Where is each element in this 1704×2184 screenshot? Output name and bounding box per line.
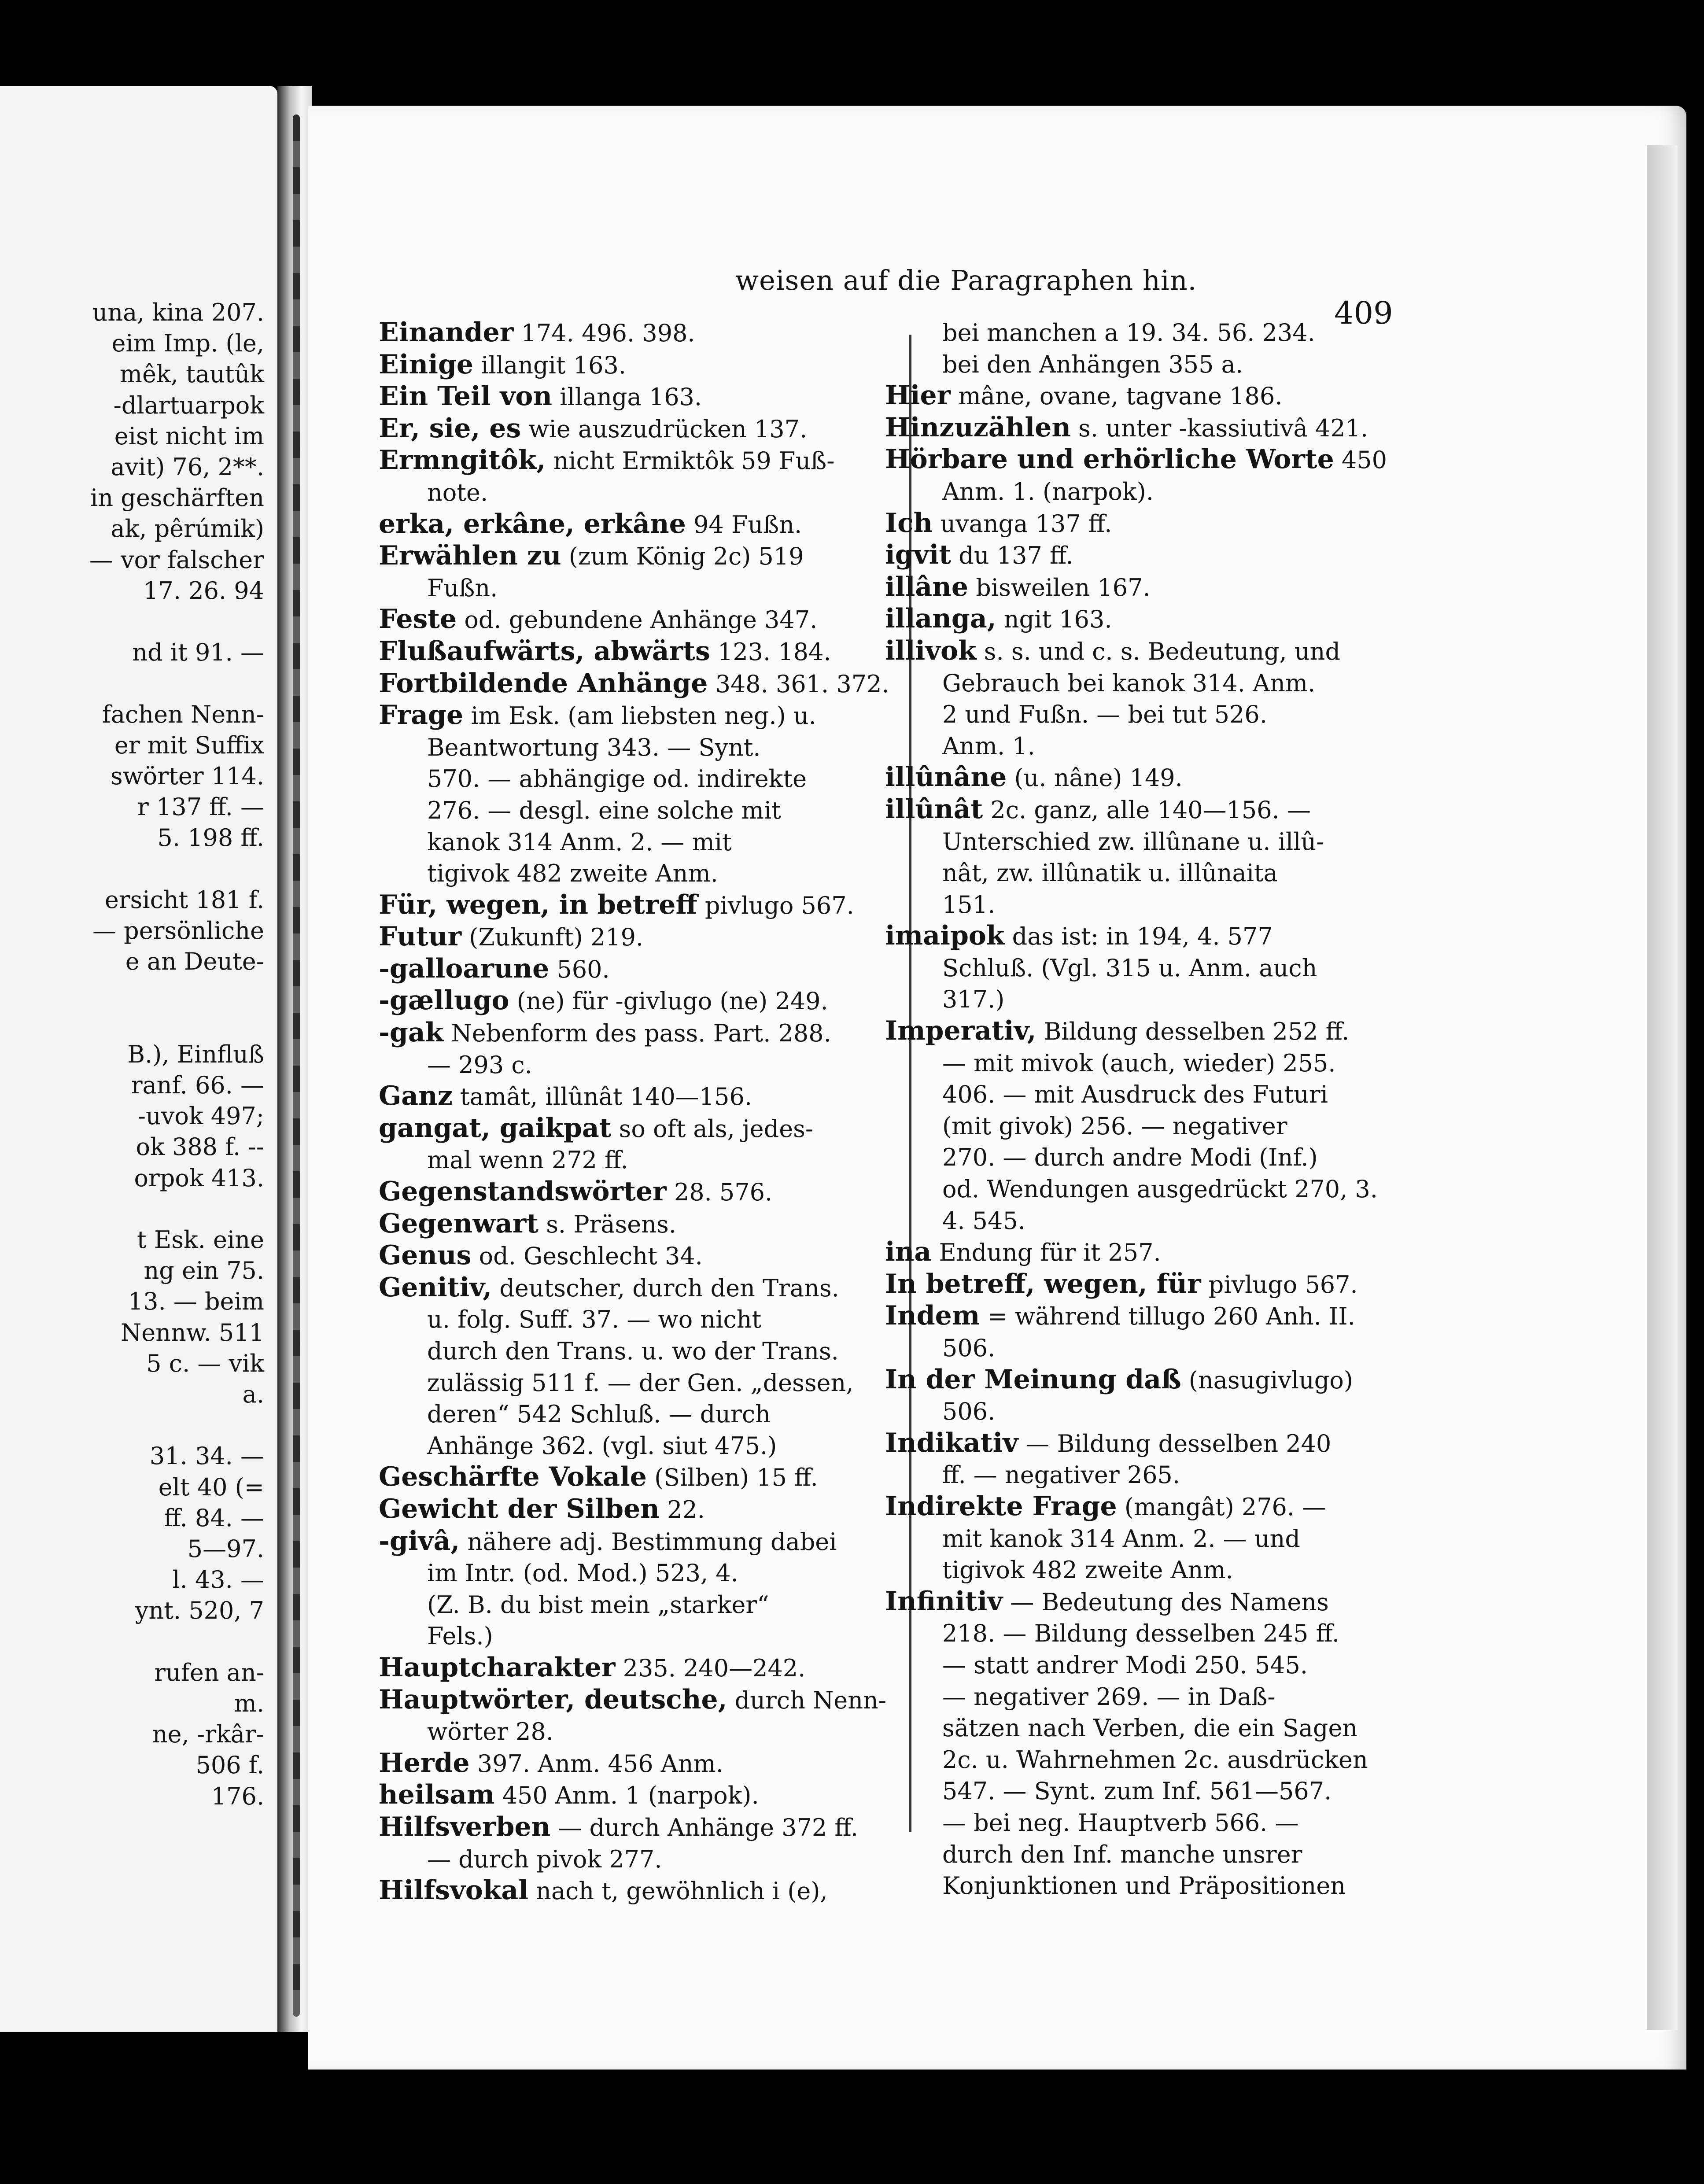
index-entry — [379, 349, 876, 381]
index-entry — [379, 604, 876, 636]
index-entry-continuation — [379, 1430, 876, 1462]
left-page-line: avit) 76, 2**. — [111, 453, 264, 481]
index-entry-text: Gebrauch bei kanok 314. Anm. — [942, 669, 1316, 697]
index-entry-text: s. Präsens. — [538, 1210, 676, 1238]
index-entry — [379, 317, 876, 349]
index-entry-text: 506. — [942, 1398, 996, 1426]
index-entry-text: das ist: in 194, 4. 577 — [1004, 922, 1273, 951]
index-entry-text: 123. 184. — [710, 638, 831, 666]
index-entry-text: nähere adj. Bestimmung dabei — [460, 1527, 837, 1556]
index-entry-continuation — [885, 1681, 1383, 1713]
index-headword: Ganz — [379, 1081, 453, 1112]
index-entry-continuation — [379, 858, 876, 889]
index-entry-text: bisweilen 167. — [968, 573, 1151, 601]
index-entry-continuation — [379, 572, 876, 604]
index-entry-continuation — [885, 730, 1383, 762]
index-entry — [379, 509, 876, 541]
index-headword: gangat, gaikpat — [379, 1112, 612, 1144]
index-entry — [379, 1748, 876, 1780]
index-entry-text: note. — [427, 478, 488, 506]
index-entry-continuation — [885, 826, 1383, 858]
left-facing-page — [0, 86, 277, 2032]
index-headword: Ich — [885, 507, 933, 539]
index-entry — [885, 1491, 1383, 1523]
index-entry — [885, 794, 1383, 826]
index-entry-continuation — [885, 1712, 1383, 1744]
index-headword: Hier — [885, 380, 951, 411]
index-entry-continuation — [379, 732, 876, 764]
left-page-line: ersicht 181 f. — [104, 885, 264, 914]
index-entry-text: durch Nenn- — [727, 1686, 887, 1714]
left-page-line: r 137 ff. — — [137, 793, 264, 821]
index-entry-continuation — [885, 1142, 1383, 1173]
index-headword: Imperativ, — [885, 1015, 1036, 1047]
index-entry — [379, 1875, 876, 1907]
index-entry-text: 560. — [549, 955, 610, 983]
index-entry-text: wörter 28. — [427, 1718, 554, 1746]
binding-thread — [293, 114, 300, 2017]
left-page-line: 5. 198 ff. — [157, 824, 264, 852]
index-entry — [379, 636, 876, 668]
index-entry-text: im Esk. (am liebsten neg.) u. — [463, 702, 816, 730]
index-headword: imaipok — [885, 920, 1005, 952]
index-entry-text: nach t, gewöhnlich i (e), — [528, 1877, 828, 1905]
index-entry-continuation — [379, 1049, 876, 1081]
index-entry-text: 218. — Bildung desselben 245 ff. — [942, 1620, 1340, 1648]
index-column-left — [379, 317, 889, 1907]
left-page-line: t Esk. eine — [136, 1226, 264, 1254]
index-entry — [885, 412, 1383, 444]
index-headword: -galloarune — [379, 953, 550, 984]
index-entry-text: nât, zw. illûnatik u. illûnaita — [942, 859, 1278, 887]
index-entry-text: (mangât) 276. — — [1117, 1493, 1326, 1521]
index-entry-text: tamât, illûnât 140—156. — [452, 1083, 752, 1111]
index-entry-text: 406. — mit Ausdruck des Futuri — [942, 1081, 1328, 1109]
index-entry-text: wie auszudrücken 137. — [521, 415, 808, 443]
index-entry — [379, 540, 876, 572]
left-page-line: a. — [242, 1380, 264, 1408]
index-entry-text: od. Geschlecht 34. — [471, 1242, 703, 1270]
index-entry-text: u. folg. Suff. 37. — wo nicht — [427, 1306, 762, 1334]
index-entry-text: — mit mivok (auch, wieder) 255. — [942, 1049, 1336, 1077]
index-entry-text: im Intr. (od. Mod.) 523, 4. — [427, 1559, 738, 1587]
index-entry-text: od. gebundene Anhänge 347. — [457, 606, 818, 634]
left-page-line: nd it 91. — — [132, 638, 264, 667]
index-entry-text: du 137 ff. — [951, 542, 1073, 570]
index-headword: illâne — [885, 571, 969, 602]
index-entry — [379, 1113, 876, 1145]
index-entry-text: = während tillugo 260 Anh. II. — [980, 1302, 1355, 1331]
index-entry — [885, 572, 1383, 604]
index-entry-continuation — [885, 476, 1383, 508]
left-page-line: mêk, tautûk — [119, 360, 264, 388]
index-headword: Für, wegen, in betreff — [379, 889, 697, 920]
left-page-line: 5—97. — [187, 1535, 264, 1563]
index-headword: Indirekte Frage — [885, 1490, 1117, 1522]
index-entry-text: mal wenn 272 ff. — [427, 1146, 628, 1174]
index-entry — [885, 1300, 1383, 1332]
index-headword: -givâ, — [379, 1525, 460, 1557]
index-headword: -gak — [379, 1017, 444, 1048]
index-entry-text: deutscher, durch den Trans. — [492, 1274, 839, 1302]
index-entry-text: — bei neg. Hauptverb 566. — — [942, 1808, 1299, 1837]
index-entry-text: (nasugivlugo) — [1181, 1366, 1353, 1394]
index-entry — [379, 700, 876, 732]
index-entry — [379, 1240, 876, 1272]
index-headword: Indikativ — [885, 1427, 1018, 1458]
index-entry — [885, 1236, 1383, 1269]
index-entry-text: (ne) für -givlugo (ne) 249. — [509, 987, 828, 1015]
index-entry — [379, 1652, 876, 1684]
index-headword: heilsam — [379, 1779, 495, 1811]
index-entry-text: Nebenform des pass. Part. 288. — [443, 1019, 831, 1048]
index-entry-text: s. unter -kassiutivâ 421. — [1070, 414, 1368, 442]
index-headword: Ein Teil von — [379, 381, 552, 412]
index-headword: Feste — [379, 604, 457, 635]
index-entry-text: tigivok 482 zweite Anm. — [942, 1556, 1233, 1584]
index-headword: Fortbildende Anhänge — [379, 668, 708, 699]
index-headword: illûnâne — [885, 762, 1007, 793]
left-page-line: ynt. 520, 7 — [135, 1597, 264, 1625]
index-entry-text: od. Wendungen ausgedrückt 270, 3. — [942, 1175, 1378, 1203]
index-entry-text: bei manchen a 19. 34. 56. 234. — [942, 319, 1315, 347]
index-entry-continuation — [379, 477, 876, 509]
index-entry — [379, 1779, 876, 1811]
index-headword: Genus — [379, 1240, 472, 1271]
index-entry-text: 235. 240—242. — [615, 1654, 806, 1682]
index-entry-text: pivlugo 567. — [697, 891, 854, 919]
index-entry-text: — Bedeutung des Namens — [1003, 1588, 1329, 1616]
index-entry-text: 450 Anm. 1 (narpok). — [494, 1782, 759, 1810]
left-page-line: B.), Einfluß — [127, 1040, 264, 1068]
index-entry-text: (zum König 2c) 519 — [561, 542, 804, 571]
index-headword: ina — [885, 1236, 932, 1268]
left-page-line: ng ein 75. — [144, 1257, 264, 1285]
index-entry — [379, 985, 876, 1017]
index-entry-text: 348. 361. 372. — [708, 670, 889, 698]
index-headword: erka, erkâne, erkâne — [379, 508, 686, 539]
index-entry — [379, 921, 876, 953]
index-entry-continuation — [885, 699, 1383, 730]
index-entry — [379, 1461, 876, 1494]
index-headword: Hauptcharakter — [379, 1652, 616, 1683]
index-entry-continuation — [379, 763, 876, 795]
index-entry-continuation — [885, 1173, 1383, 1205]
index-entry-text: so oft als, jedes- — [611, 1114, 814, 1143]
index-headword: illivok — [885, 635, 977, 666]
left-page-line: una, kina 207. — [92, 299, 264, 326]
index-headword: Infinitiv — [885, 1586, 1003, 1617]
index-headword: Indem — [885, 1300, 980, 1332]
index-entry-text: uvanga 137 ff. — [933, 509, 1112, 538]
index-entry — [885, 1269, 1383, 1301]
index-entry-text: 317.) — [942, 985, 1005, 1014]
left-page-line: ne, -rkâr- — [152, 1720, 264, 1749]
index-entry — [379, 445, 876, 477]
index-entry-continuation — [379, 1620, 876, 1652]
index-entry-text: Anm. 1. — [942, 732, 1035, 760]
left-page-line: e an Deute- — [125, 948, 264, 976]
index-entry-text: 2c. u. Wahrnehmen 2c. ausdrücken — [942, 1745, 1368, 1774]
index-entry-text: 276. — desgl. eine solche mit — [427, 796, 781, 824]
index-entry-continuation — [885, 1554, 1383, 1586]
index-entry — [379, 381, 876, 413]
index-entry-continuation — [379, 795, 876, 826]
index-entry-text: illanga 163. — [552, 383, 702, 411]
index-headword: Hauptwörter, deutsche, — [379, 1684, 727, 1715]
index-headword: Frage — [379, 700, 464, 731]
index-entry-text: — 293 c. — [427, 1051, 532, 1079]
index-headword: Flußaufwärts, abwärts — [379, 635, 710, 667]
left-page-line: orpok 413. — [134, 1164, 264, 1192]
index-entry-text: deren“ 542 Schluß. — durch — [427, 1400, 771, 1428]
index-entry — [885, 635, 1383, 668]
index-headword: In der Meinung daß — [885, 1364, 1181, 1395]
left-page-line: eist nicht im — [114, 422, 264, 450]
index-entry-continuation — [885, 668, 1383, 699]
index-headword: -gællugo — [379, 985, 509, 1016]
index-entry-text: illangit 163. — [473, 351, 626, 379]
index-entry-text: Fels.) — [427, 1622, 493, 1650]
index-entry — [885, 1428, 1383, 1460]
index-entry-continuation — [379, 1367, 876, 1399]
left-page-line: — persönliche — [92, 917, 264, 944]
index-headword: Futur — [379, 921, 462, 952]
page-edge — [1647, 145, 1678, 2030]
index-entry-continuation — [885, 1205, 1383, 1237]
index-entry-continuation — [379, 1716, 876, 1748]
index-entry — [379, 889, 876, 922]
index-entry — [885, 380, 1383, 412]
index-entry-continuation — [379, 1557, 876, 1589]
left-page-line: 5 c. — vik — [146, 1349, 264, 1377]
index-entry — [379, 953, 876, 985]
index-column-right — [885, 317, 1387, 1902]
index-entry-text: 2c. ganz, alle 140—156. — — [983, 796, 1311, 824]
left-page-line: ranf. 66. — — [131, 1071, 264, 1099]
index-entry-continuation — [885, 1744, 1383, 1776]
index-entry-text: 174. 496. 398. — [513, 319, 695, 347]
index-entry-text: kanok 314 Anm. 2. — mit — [427, 828, 732, 856]
index-entry-text: — statt andrer Modi 250. 545. — [942, 1651, 1308, 1679]
index-entry-text: 570. — abhängige od. indirekte — [427, 765, 807, 793]
index-headword: Einander — [379, 317, 514, 348]
index-entry-text: (Zukunft) 219. — [461, 923, 644, 952]
index-entry-text: (u. nâne) 149. — [1007, 764, 1183, 792]
index-entry-text: nicht Ermiktôk 59 Fuß- — [546, 447, 835, 475]
index-entry-text: 397. Anm. 456 Anm. — [469, 1749, 723, 1778]
index-headword: Einige — [379, 349, 474, 380]
index-entry-text: 270. — durch andre Modi (Inf.) — [942, 1144, 1318, 1172]
index-entry-text: 22. — [659, 1495, 705, 1524]
index-entry — [379, 413, 876, 445]
index-entry-text: Fußn. — [427, 574, 498, 602]
index-entry — [885, 508, 1383, 540]
index-entry-continuation — [885, 1459, 1383, 1491]
index-entry-text: 450 — [1334, 446, 1387, 474]
index-headword: Gegenstandswörter — [379, 1176, 667, 1207]
index-entry-continuation — [885, 889, 1383, 921]
index-headword: Er, sie, es — [379, 413, 521, 444]
index-entry-continuation — [885, 857, 1383, 889]
index-entry-text: mâne, ovane, tagvane 186. — [951, 382, 1283, 410]
index-entry-text: Anhänge 362. (vgl. siut 475.) — [427, 1431, 777, 1460]
index-entry-text: 547. — Synt. zum Inf. 561—567. — [942, 1777, 1332, 1805]
index-headword: Hilfsvokal — [379, 1875, 528, 1906]
index-entry-text: — durch Anhänge 372 ff. — [550, 1813, 858, 1841]
left-page-line: -dlartuarpok — [113, 391, 264, 419]
index-entry-text: — Bildung desselben 240 — [1018, 1429, 1331, 1457]
left-page-line: m. — [234, 1690, 264, 1717]
index-entry — [885, 762, 1383, 794]
index-headword: Hilfsverben — [379, 1811, 551, 1842]
page-number: 409 — [1334, 295, 1393, 331]
index-headword: Ermngitôk, — [379, 445, 546, 476]
left-page-line: ak, pêrúmik) — [111, 515, 264, 543]
index-entry-continuation — [885, 1870, 1383, 1902]
index-entry-continuation — [379, 1144, 876, 1176]
left-page-line: 176. — [211, 1782, 264, 1810]
index-entry — [885, 920, 1383, 952]
index-entry-continuation — [885, 1775, 1383, 1807]
left-page-line: in geschärften — [90, 484, 264, 512]
index-entry-continuation — [885, 1079, 1383, 1110]
index-entry-continuation — [885, 1618, 1383, 1649]
index-entry — [379, 1272, 876, 1304]
index-entry-text: s. s. und c. s. Bedeutung, und — [976, 637, 1341, 665]
index-entry — [379, 1208, 876, 1240]
left-page-line: eim Imp. (le, — [111, 329, 264, 358]
index-entry — [885, 539, 1383, 572]
index-entry-text: 151. — [942, 890, 996, 919]
index-entry-continuation — [379, 1398, 876, 1430]
index-entry-text: mit kanok 314 Anm. 2. — und — [942, 1524, 1300, 1553]
index-entry — [379, 1526, 876, 1558]
running-head: weisen auf die Paragraphen hin. — [735, 264, 1197, 296]
index-entry-text: Beantwortung 343. — Synt. — [427, 733, 761, 761]
left-page-line: ff. 84. — — [164, 1504, 264, 1532]
index-entry — [885, 1015, 1383, 1048]
left-page-line: fachen Nenn- — [102, 700, 264, 728]
index-entry — [885, 1364, 1383, 1396]
index-entry — [379, 1811, 876, 1844]
index-entry-text: zulässig 511 f. — der Gen. „dessen, — [427, 1369, 854, 1397]
index-entry-continuation — [379, 1304, 876, 1335]
index-headword: Erwählen zu — [379, 540, 561, 572]
index-entry-continuation — [885, 984, 1383, 1015]
index-entry-text: (Z. B. du bist mein „starker“ — [427, 1590, 769, 1619]
index-entry-continuation — [885, 317, 1383, 349]
index-entry-text: (mit givok) 256. — negativer — [942, 1112, 1287, 1140]
index-entry-continuation — [379, 1589, 876, 1621]
index-entry-continuation — [885, 349, 1383, 380]
index-entry — [885, 1586, 1383, 1618]
index-entry-text: 506. — [942, 1334, 996, 1362]
index-entry-text: — negativer 269. — in Daß- — [942, 1682, 1276, 1711]
index-entry-text: Unterschied zw. illûnane u. illû- — [942, 827, 1324, 856]
index-entry — [885, 444, 1387, 476]
index-entry-text: ngit 163. — [996, 605, 1112, 634]
index-entry — [379, 668, 889, 700]
index-entry-continuation — [885, 1332, 1383, 1364]
index-entry-continuation — [885, 1649, 1383, 1681]
index-headword: Gewicht der Silben — [379, 1493, 660, 1524]
index-entry-text: Endung für it 257. — [931, 1239, 1161, 1267]
index-headword: Gegenwart — [379, 1208, 539, 1239]
index-headword: illanga, — [885, 603, 996, 635]
index-entry-text: Anm. 1. (narpok). — [942, 477, 1154, 505]
index-entry-text: 28. 576. — [666, 1178, 773, 1206]
index-entry-text: sätzen nach Verben, die ein Sagen — [942, 1714, 1358, 1742]
index-entry-text: Schluß. (Vgl. 315 u. Anm. auch — [942, 954, 1317, 982]
index-entry-continuation — [885, 1396, 1383, 1428]
left-page-line: l. 43. — — [172, 1566, 264, 1594]
index-entry-text: Bildung desselben 252 ff. — [1036, 1018, 1350, 1046]
index-entry-text: durch den Inf. manche unsrer — [942, 1840, 1302, 1868]
left-page-line: 31. 34. — — [149, 1442, 264, 1470]
index-entry-text: ff. — negativer 265. — [942, 1461, 1180, 1489]
index-entry-text: 4. 545. — [942, 1206, 1025, 1235]
index-entry-text: durch den Trans. u. wo der Trans. — [427, 1337, 839, 1365]
index-entry — [379, 1176, 876, 1208]
index-entry-continuation — [379, 1335, 876, 1367]
index-entry — [885, 603, 1383, 635]
left-page-line: ok 388 f. -- — [136, 1133, 264, 1161]
index-headword: Geschärfte Vokale — [379, 1461, 647, 1493]
index-entry — [379, 1081, 876, 1113]
left-page-line: 506 f. — [195, 1751, 264, 1779]
index-entry-continuation — [885, 952, 1383, 984]
index-entry-continuation — [885, 1523, 1383, 1555]
index-entry-text: 94 Fußn. — [686, 510, 802, 539]
index-entry-text: (Silben) 15 ff. — [646, 1464, 818, 1492]
index-entry-text: pivlugo 567. — [1201, 1270, 1358, 1299]
index-headword: In betreff, wegen, für — [885, 1268, 1201, 1299]
index-entry-continuation — [885, 1807, 1383, 1839]
index-entry-continuation — [379, 826, 876, 858]
left-page-line: elt 40 (= — [158, 1473, 264, 1501]
left-page-line: 17. 26. 94 — [143, 576, 264, 605]
index-headword: Genitiv, — [379, 1272, 492, 1303]
left-page-line: er mit Suffix — [114, 731, 264, 759]
left-page-line: rufen an- — [154, 1658, 264, 1686]
index-headword: Hörbare und erhörliche Worte — [885, 444, 1334, 475]
index-entry — [379, 1684, 887, 1716]
left-page-line: — vor falscher — [89, 546, 264, 574]
index-entry — [379, 1494, 876, 1526]
index-entry — [379, 1017, 876, 1049]
index-entry-text: bei den Anhängen 355 a. — [942, 350, 1243, 378]
index-entry-continuation — [885, 1048, 1383, 1079]
index-entry-text: tigivok 482 zweite Anm. — [427, 860, 718, 888]
index-headword: Hinzuzählen — [885, 412, 1071, 443]
index-entry-continuation — [379, 1844, 876, 1875]
index-entry-text: 2 und Fußn. — bei tut 526. — [942, 701, 1267, 729]
index-entry-text: Konjunktionen und Präpositionen — [942, 1872, 1346, 1900]
index-headword: illûnât — [885, 793, 983, 825]
index-entry-text: — durch pivok 277. — [427, 1845, 662, 1873]
index-headword: Herde — [379, 1747, 470, 1778]
left-page-line: -uvok 497; — [137, 1102, 264, 1130]
left-page-line: 13. — beim — [128, 1288, 264, 1316]
left-page-line: Nennw. 511 — [121, 1318, 264, 1347]
index-entry-continuation — [885, 1110, 1383, 1142]
left-page-line: swörter 114. — [110, 762, 264, 790]
index-headword: igvit — [885, 539, 952, 571]
index-entry-continuation — [885, 1839, 1383, 1870]
